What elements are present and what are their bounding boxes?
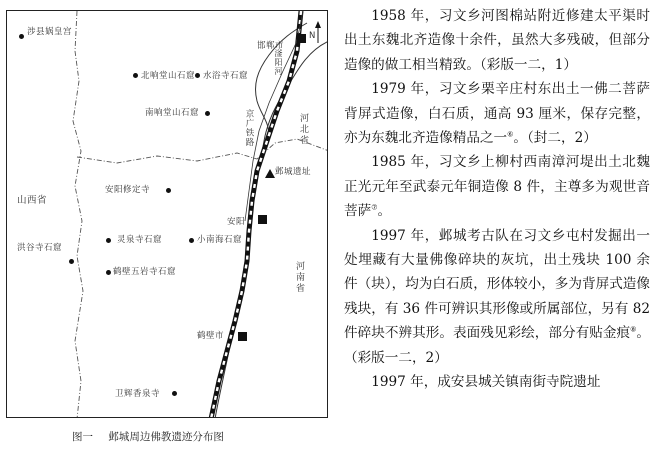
paragraph-text: 1958 年，习文乡河图棉站附近修建太平渠时出土东魏北齐造像十余件，虽然大多残破，但部分造像的做工相当精致。（彩版一二，1） — [344, 8, 650, 73]
paragraph — [344, 224, 650, 370]
ruins-label: 邺城遗址 — [275, 167, 312, 177]
paragraph-tail: 。（封二，2） — [513, 130, 597, 147]
figure-caption — [72, 429, 224, 444]
site-label: 洪谷寺石窟 — [17, 243, 63, 253]
site-label: 北响堂山石窟 — [141, 71, 196, 81]
site-dot — [205, 111, 210, 116]
paragraph — [344, 77, 650, 150]
distribution-map — [6, 10, 328, 418]
railway-label: 京广铁路 — [244, 109, 254, 147]
province-label-henan: 河南省 — [294, 261, 304, 294]
province-boundary-shanxi — [73, 11, 83, 418]
province-label-shanxi: 山西省 — [17, 195, 48, 206]
handan-marker — [297, 34, 306, 43]
hebi-marker — [238, 332, 247, 341]
paragraph-tail: 。（彩版一二，2） — [344, 325, 650, 366]
figure-title: 邺城周边佛教遗迹分布图 — [108, 431, 224, 443]
site-label: 水浴寺石窟 — [203, 71, 249, 81]
paragraph-text: 1997 年，邺城考古队在习文乡屯村发掘出一处埋藏有大量佛像碎块的灰坑，出土残块 100 余件（块），均为白石质，形体较小，多为背屏式造像残块，有 36 件可辨识其形像或所属部位，另有 82 件碎块不辨其形。表面残见彩绘，部分有贴金痕 — [344, 227, 650, 342]
paragraph — [344, 4, 650, 77]
paragraph-text: 1985 年，习文乡上柳村西南漳河堤出土北魏正光元年至武泰元年铜造像 8 件，主尊多为观世音菩萨 — [344, 154, 650, 220]
site-label: 涉县娲皇宫 — [27, 27, 73, 37]
paragraph-text: 1997 年，成安县城关镇南街寺院遗址 — [371, 374, 601, 391]
site-label: 南响堂山石窟 — [145, 108, 200, 118]
compass-label: N — [309, 31, 316, 41]
site-dot — [106, 270, 111, 275]
site-dot — [106, 238, 111, 243]
site-label: 安阳 — [227, 217, 246, 227]
site-dot — [172, 391, 177, 396]
site-label: 安阳修定寺 — [105, 185, 151, 195]
site-dot — [69, 259, 74, 264]
anyang-marker — [258, 215, 267, 224]
figure-number: 图一 — [72, 431, 93, 443]
site-dot — [195, 73, 200, 78]
site-dot — [166, 188, 171, 193]
site-label: 鹤壁市 — [197, 331, 225, 341]
site-label: 小南海石窟 — [197, 235, 243, 245]
city-label-handan: 邯郸市 — [257, 41, 285, 51]
province-boundary-hebei — [77, 139, 328, 163]
site-dot — [133, 73, 138, 78]
site-dot — [19, 34, 24, 39]
site-label: 鹤壁五岩寺石窟 — [113, 267, 177, 277]
footnote-ref[interactable]: ⑧ — [630, 325, 637, 334]
site-label: 卫辉香泉寺 — [115, 389, 161, 399]
article-text — [344, 4, 650, 395]
site-label: 灵泉寺石窟 — [117, 235, 163, 245]
paragraph — [344, 150, 650, 223]
ruins-marker — [265, 169, 275, 178]
river-label: 滏阳河 — [274, 49, 283, 76]
province-label-hebei: 河北省 — [298, 113, 308, 146]
paragraph-tail: 。 — [377, 203, 392, 220]
paragraph — [344, 370, 650, 394]
paragraph-text: 1979 年，习文乡栗辛庄村东出土一佛二菩萨背屏式造像，白石质，通高 93 厘米，保存完整，亦为东魏北齐造像精品之一 — [344, 81, 650, 147]
footnote-ref[interactable]: ⑦ — [371, 203, 378, 212]
footnote-ref[interactable]: ⑥ — [507, 130, 514, 139]
site-dot — [189, 238, 194, 243]
